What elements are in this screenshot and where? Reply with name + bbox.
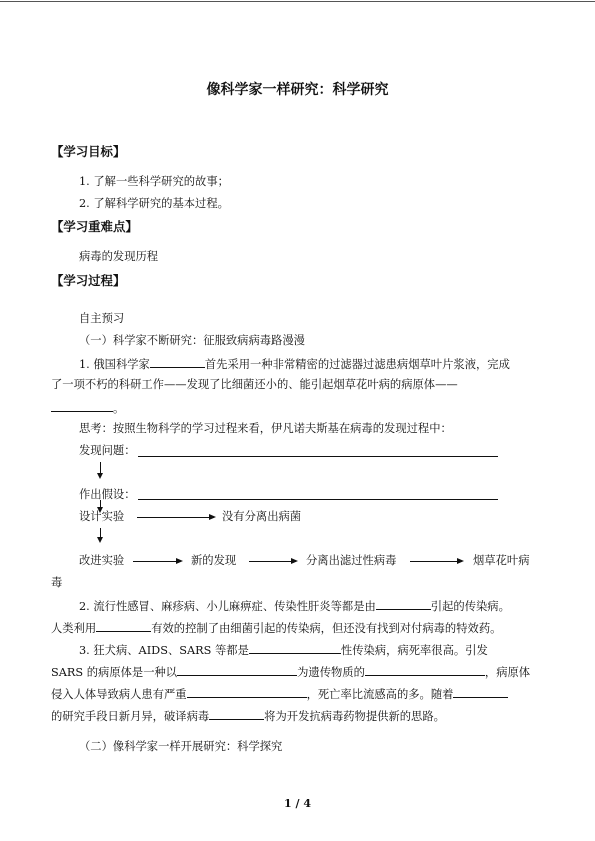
question-3-text-c: SARS 的病原体是一种以 bbox=[51, 666, 178, 679]
question-3-text-f: 侵入人体导致病人患有严重 bbox=[51, 688, 187, 701]
flow-find-label: 发现问题： bbox=[79, 444, 136, 457]
question-3-text-a: 3. 狂犬病、AIDS、SARS 等都是 bbox=[79, 644, 249, 657]
page-number: 1 / 4 bbox=[284, 797, 311, 810]
question-3-text-g: ，死亡率比流感高的多。随着 bbox=[306, 688, 454, 701]
answer-blank[interactable] bbox=[187, 686, 307, 698]
question-2-text-d: 有效的控制了由细菌引起的传染病，但还没有找到对付病毒的特效药。 bbox=[151, 622, 502, 635]
answer-blank[interactable] bbox=[209, 708, 264, 720]
answer-blank[interactable] bbox=[453, 686, 508, 698]
question-2-text-a: 2. 流行性感冒、麻疹病、小儿麻痹症、传染性肝炎等都是由 bbox=[79, 600, 376, 613]
arrow-right-icon bbox=[137, 517, 214, 518]
question-1-line-3 bbox=[51, 400, 124, 416]
think-prompt: 思考：按照生物科学的学习过程来看，伊凡诺夫斯基在病毒的发现过程中： bbox=[79, 422, 452, 435]
answer-line-find[interactable] bbox=[138, 456, 498, 457]
answer-blank[interactable] bbox=[249, 642, 341, 654]
question-2 bbox=[79, 598, 510, 614]
top-border-line bbox=[0, 1, 595, 2]
answer-blank[interactable] bbox=[177, 664, 297, 676]
flow-improve-label: 改进实验 bbox=[79, 554, 125, 567]
period-text: 。 bbox=[113, 402, 125, 415]
process-heading: 【学习过程】 bbox=[51, 273, 126, 288]
question-2-text-c: 人类利用 bbox=[51, 622, 97, 635]
flow-hypothesis-label: 作出假设： bbox=[79, 488, 136, 501]
question-3-text-d: 为遗传物质的 bbox=[297, 666, 365, 679]
part1-title: （一）科学家不断研究：征服致病病毒路漫漫 bbox=[79, 334, 305, 347]
question-2-text-b: 引起的传染病。 bbox=[430, 600, 510, 613]
answer-blank[interactable] bbox=[51, 400, 113, 412]
question-1 bbox=[79, 356, 510, 372]
answer-blank[interactable] bbox=[365, 664, 485, 676]
flow-design-label: 设计实验 bbox=[79, 510, 125, 523]
answer-blank[interactable] bbox=[150, 356, 205, 368]
self-study-label: 自主预习 bbox=[79, 312, 125, 325]
arrow-down-icon bbox=[97, 537, 103, 543]
question-3 bbox=[79, 642, 488, 658]
goals-heading: 【学习目标】 bbox=[51, 144, 126, 159]
flow-separate-virus: 分离出滤过性病毒 bbox=[306, 554, 397, 567]
question-3-line-2 bbox=[51, 664, 530, 680]
flow-tobacco: 烟草花叶病 bbox=[473, 554, 530, 567]
answer-blank[interactable] bbox=[96, 620, 151, 632]
keypoints-heading: 【学习重难点】 bbox=[51, 219, 138, 234]
arrow-down-icon bbox=[97, 473, 103, 479]
question-1-text-a: 1. 俄国科学家 bbox=[79, 358, 150, 371]
part2-title: （二）像科学家一样开展研究：科学探究 bbox=[79, 740, 283, 753]
flow-design-result: 没有分离出病菌 bbox=[222, 510, 302, 523]
question-2-line-2 bbox=[51, 620, 501, 636]
arrow-right-icon bbox=[410, 561, 462, 562]
arrow-right-icon bbox=[249, 561, 296, 562]
answer-line-hypothesis[interactable] bbox=[138, 499, 498, 500]
question-3-text-i: 将为开发抗病毒药物提供新的思路。 bbox=[264, 710, 445, 723]
document-title: 像科学家一样研究：科学研究 bbox=[206, 82, 389, 98]
answer-blank[interactable] bbox=[376, 598, 431, 610]
goal-item: 2. 了解科学研究的基本过程。 bbox=[79, 197, 229, 210]
flow-tobacco-wrap: 毒 bbox=[51, 576, 63, 589]
keypoint-item: 病毒的发现历程 bbox=[79, 250, 159, 263]
goal-item: 1. 了解一些科学研究的故事； bbox=[79, 175, 229, 188]
flow-new-discovery: 新的发现 bbox=[191, 554, 237, 567]
question-3-text-h: 的研究手段日新月异，破译病毒 bbox=[51, 710, 210, 723]
question-3-line-4 bbox=[51, 708, 445, 724]
question-1-text-b: 首先采用一种非常精密的过滤器过滤患病烟草叶片浆液，完成 bbox=[204, 358, 510, 371]
question-1-line-2: 了一项不朽的科研工作——发现了比细菌还小的、能引起烟草花叶病的病原体—— bbox=[51, 378, 458, 391]
question-3-line-3 bbox=[51, 686, 508, 702]
question-3-text-b: 性传染病，病死率很高。引发 bbox=[340, 644, 488, 657]
question-3-text-e: ，病原体 bbox=[484, 666, 531, 679]
arrow-right-icon bbox=[133, 561, 181, 562]
